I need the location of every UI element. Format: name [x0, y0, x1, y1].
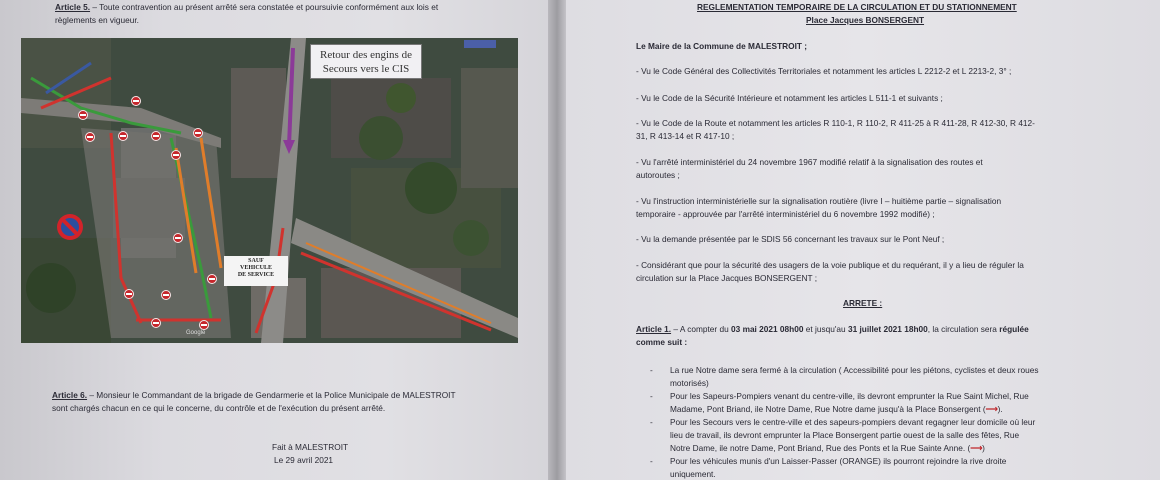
list-item-line2: motorisés)	[670, 378, 709, 388]
list-item: Pour les véhicules munis d'un Laisser-Passer (ORANGE) ils pourront rejoindre la rive droite	[670, 456, 1007, 466]
list-item-end: ).	[997, 404, 1003, 414]
list-item-text: Madame, Pont Briand, ile Notre Dame, Rue Notre dame jusqu'à la Place Bonsergent (	[670, 404, 986, 414]
vu-securite: - Vu le Code de la Sécurité Intérieure et notamment les articles L 511-1 et suivants ;	[636, 93, 943, 103]
sauf-vehicule-sign	[224, 256, 288, 286]
map-callout	[310, 44, 422, 79]
maire-heading: Le Maire de la Commune de MALESTROIT ;	[636, 41, 808, 51]
no-entry-sign-icon	[151, 318, 161, 328]
list-item-line2: uniquement.	[670, 469, 716, 479]
article5-label: Article 5.	[55, 2, 91, 12]
no-entry-sign-icon	[161, 290, 171, 300]
article5-text-line2: règlements en vigueur.	[55, 15, 139, 25]
article6-label: Article 6.	[52, 390, 88, 400]
sauf-line1: SAUF	[248, 258, 264, 264]
considerant-line2: circulation sur la Place Jacques BONSERGENT ;	[636, 273, 818, 283]
vu-instruction-line2: temporaire - approuvée par l'arrêté interministériel du 6 novembre 1992 modifié) ;	[636, 209, 935, 219]
signature-date: Le 29 avril 2021	[274, 455, 334, 465]
article1-pre: – A compter du	[671, 324, 732, 334]
red-arrow-icon: ⟶	[970, 443, 983, 453]
right-page	[566, 0, 1160, 480]
document-subtitle: Place Jacques BONSERGENT	[806, 15, 925, 25]
no-entry-sign-icon	[78, 110, 88, 120]
list-bullet: -	[650, 391, 653, 401]
map-toolbar-badge	[464, 40, 496, 48]
sauf-line2: VEHICULE	[239, 265, 272, 271]
no-entry-sign-icon	[124, 289, 134, 299]
list-item: La rue Notre dame sera fermé à la circulation ( Accessibilité pour les piétons, cyclistes et deux roues	[670, 365, 1039, 375]
list-item-end: )	[982, 443, 985, 453]
no-parking-sign-icon	[57, 214, 83, 240]
red-arrow-icon: ⟶	[985, 404, 998, 414]
article1-line1	[636, 323, 1029, 336]
list-item-line2	[670, 403, 1003, 416]
article6-text-line2: sont chargés chacun en ce qui le concerne, du contrôle et de l'exécution du présent arrêté.	[52, 403, 386, 413]
vu-arrete-line2: autoroutes ;	[636, 170, 680, 180]
list-bullet: -	[650, 417, 653, 427]
no-entry-sign-icon	[131, 96, 141, 106]
google-watermark: Google	[186, 330, 206, 336]
arrete-heading: ARRETE :	[843, 298, 883, 308]
article5-text: – Toute contravention au présent arrêté sera constatée et poursuivie conformément aux lois et	[90, 2, 439, 12]
article5-paragraph	[55, 1, 438, 14]
list-bullet: -	[650, 365, 653, 375]
list-item-text: Notre Dame, ile notre Dame, Pont Briand, Rue des Ponts et la Rue Sainte Anne. (	[670, 443, 971, 453]
vu-route-line2: 31, R 413-14 et R 417-10 ;	[636, 131, 735, 141]
article6-paragraph	[52, 389, 456, 402]
left-page	[0, 0, 548, 480]
document-title: REGLEMENTATION TEMPORAIRE DE LA CIRCULATION ET DU STATIONNEMENT	[697, 2, 1017, 12]
article6-text: – Monsieur le Commandant de la brigade de Gendarmerie et la Police Municipale de MALESTROIT	[87, 390, 456, 400]
vu-route-line1: - Vu le Code de la Route et notamment les articles R 110-1, R 110-2, R 411-25 à R 411-28, R 412-30, R 412-	[636, 118, 1035, 128]
signature-place: Fait à MALESTROIT	[272, 442, 349, 452]
callout-line1: Retour des engins de	[320, 49, 412, 61]
no-entry-sign-icon	[193, 128, 203, 138]
list-item-line3	[670, 442, 985, 455]
no-entry-sign-icon	[171, 150, 181, 160]
considerant-line1: - Considérant que pour la sécurité des usagers de la voie publique et du requérant, il y a lieu de réguler la	[636, 260, 1024, 270]
no-entry-sign-icon	[151, 131, 161, 141]
vu-demande: - Vu la demande présentée par le SDIS 56 concernant les travaux sur le Pont Neuf ;	[636, 234, 945, 244]
no-entry-sign-icon	[118, 131, 128, 141]
article1-label: Article 1.	[636, 324, 672, 334]
vu-collectivites: - Vu le Code Général des Collectivités Territoriales et notamment les articles L 2212-2 et L 2213-2, 3° ;	[636, 66, 1012, 76]
vu-instruction-line1: - Vu l'instruction interministérielle sur la signalisation routière (livre I – huitième partie – signalisation	[636, 196, 1002, 206]
article1-mid: et jusqu'au	[803, 324, 848, 334]
list-item-line2: lieu de travail, ils devront emprunter la Place Bonsergent partie ouest de la salle des fêtes, Rue	[670, 430, 1020, 440]
list-item: Pour les Secours vers le centre-ville et des sapeurs-pompiers devant regagner leur domicile où leur	[670, 417, 1036, 427]
list-bullet: -	[650, 456, 653, 466]
no-entry-sign-icon	[173, 233, 183, 243]
vu-arrete-line1: - Vu l'arrêté interministériel du 24 novembre 1967 modifié relatif à la signalisation des routes et	[636, 157, 983, 167]
no-entry-sign-icon	[85, 132, 95, 142]
article1-start-date: 03 mai 2021 08h00	[731, 324, 804, 334]
list-item: Pour les Sapeurs-Pompiers venant du centre-ville, ils devront emprunter la Rue Saint Michel, Rue	[670, 391, 1029, 401]
article1-post: , la circulation sera	[927, 324, 1000, 334]
aerial-map-drawing	[21, 38, 518, 343]
callout-line2: Secours vers le CIS	[322, 63, 410, 75]
page-fold	[548, 0, 566, 480]
article1-line2: comme suit :	[636, 337, 688, 347]
sauf-line3: DE SERVICE	[237, 272, 275, 278]
article1-end-date: 31 juillet 2021 18h00	[847, 324, 928, 334]
no-entry-sign-icon	[207, 274, 217, 284]
no-entry-sign-icon	[199, 320, 209, 330]
map-image	[21, 38, 518, 343]
article1-regulee: régulée	[999, 324, 1029, 334]
